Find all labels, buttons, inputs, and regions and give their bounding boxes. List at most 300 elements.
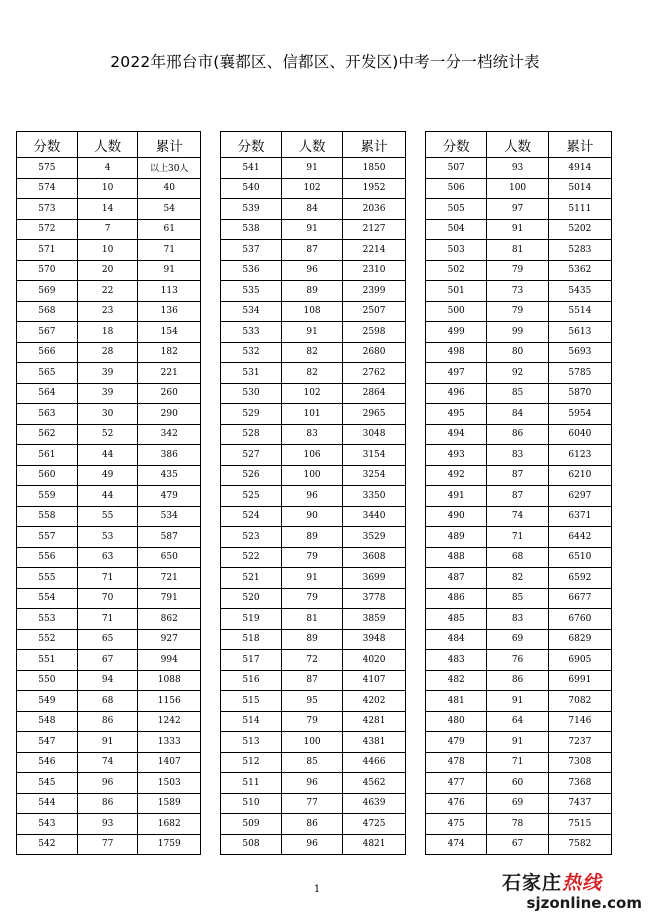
- cell-count: 91: [282, 322, 343, 343]
- cell-score: 557: [17, 527, 78, 548]
- cell-count: 90: [282, 506, 343, 527]
- cell-count: 99: [487, 322, 548, 343]
- cell-cumulative: 862: [138, 609, 201, 630]
- cell-count: 87: [282, 670, 343, 691]
- cell-cumulative: 6040: [548, 424, 611, 445]
- table-row: [426, 834, 612, 855]
- cell-count: 44: [77, 445, 138, 466]
- cell-count: 96: [282, 260, 343, 281]
- cell-cumulative: 4281: [343, 711, 406, 732]
- cell-cumulative: 5202: [548, 219, 611, 240]
- table-row: [221, 547, 406, 568]
- cell-cumulative: 3254: [343, 465, 406, 486]
- table-row: [426, 629, 612, 650]
- table-row: [221, 650, 406, 671]
- table-row: [17, 547, 201, 568]
- cell-count: 79: [487, 301, 548, 322]
- cell-cumulative: 2507: [343, 301, 406, 322]
- cell-count: 87: [282, 240, 343, 261]
- header-cumulative: 累计: [548, 132, 611, 158]
- cell-score: 556: [17, 547, 78, 568]
- cell-score: 574: [17, 178, 78, 199]
- cell-cumulative: 1088: [138, 670, 201, 691]
- table-row: [221, 383, 406, 404]
- cell-cumulative: 587: [138, 527, 201, 548]
- cell-count: 76: [487, 650, 548, 671]
- cell-count: 82: [282, 342, 343, 363]
- cell-count: 93: [487, 158, 548, 179]
- cell-cumulative: 7146: [548, 711, 611, 732]
- cell-cumulative: 1759: [138, 834, 201, 855]
- cell-cumulative: 6991: [548, 670, 611, 691]
- cell-score: 479: [426, 732, 487, 753]
- cell-count: 18: [77, 322, 138, 343]
- cell-count: 83: [487, 445, 548, 466]
- cell-score: 483: [426, 650, 487, 671]
- cell-count: 91: [282, 158, 343, 179]
- table-row: [221, 711, 406, 732]
- cell-count: 39: [77, 383, 138, 404]
- table-row: [426, 568, 612, 589]
- cell-score: 562: [17, 424, 78, 445]
- cell-cumulative: 3699: [343, 568, 406, 589]
- cell-score: 532: [221, 342, 282, 363]
- cell-count: 73: [487, 281, 548, 302]
- cell-count: 69: [487, 793, 548, 814]
- cell-score: 537: [221, 240, 282, 261]
- cell-score: 490: [426, 506, 487, 527]
- cell-cumulative: 71: [138, 240, 201, 261]
- cell-cumulative: 5785: [548, 363, 611, 384]
- cell-score: 560: [17, 465, 78, 486]
- cell-count: 65: [77, 629, 138, 650]
- cell-cumulative: 7237: [548, 732, 611, 753]
- table-row: [426, 199, 612, 220]
- table-row: [17, 445, 201, 466]
- cell-score: 518: [221, 629, 282, 650]
- cell-cumulative: 6829: [548, 629, 611, 650]
- cell-count: 20: [77, 260, 138, 281]
- cell-count: 39: [77, 363, 138, 384]
- table-row: [221, 240, 406, 261]
- cell-score: 507: [426, 158, 487, 179]
- cell-cumulative: 4562: [343, 773, 406, 794]
- table-row: [426, 486, 612, 507]
- header-cumulative: 累计: [138, 132, 201, 158]
- cell-score: 528: [221, 424, 282, 445]
- cell-cumulative: 以上30人: [138, 158, 201, 179]
- cell-score: 521: [221, 568, 282, 589]
- table-row: [17, 568, 201, 589]
- cell-count: 10: [77, 240, 138, 261]
- cell-score: 482: [426, 670, 487, 691]
- cell-cumulative: 182: [138, 342, 201, 363]
- cell-count: 96: [282, 834, 343, 855]
- score-table-2: [220, 131, 406, 855]
- table-row: [221, 568, 406, 589]
- cell-cumulative: 61: [138, 219, 201, 240]
- cell-score: 563: [17, 404, 78, 425]
- cell-score: 503: [426, 240, 487, 261]
- cell-count: 68: [77, 691, 138, 712]
- cell-score: 524: [221, 506, 282, 527]
- cell-count: 82: [487, 568, 548, 589]
- score-table-1: [16, 131, 201, 855]
- cell-cumulative: 3350: [343, 486, 406, 507]
- cell-count: 30: [77, 404, 138, 425]
- cell-cumulative: 3440: [343, 506, 406, 527]
- cell-score: 475: [426, 814, 487, 835]
- cell-cumulative: 91: [138, 260, 201, 281]
- cell-cumulative: 6123: [548, 445, 611, 466]
- cell-count: 83: [282, 424, 343, 445]
- cell-cumulative: 1589: [138, 793, 201, 814]
- cell-score: 566: [17, 342, 78, 363]
- cell-count: 67: [487, 834, 548, 855]
- table-row: [17, 178, 201, 199]
- cell-cumulative: 1850: [343, 158, 406, 179]
- cell-cumulative: 3608: [343, 547, 406, 568]
- cell-cumulative: 6677: [548, 588, 611, 609]
- table-row: [221, 793, 406, 814]
- header-count: 人数: [282, 132, 343, 158]
- cell-count: 100: [282, 465, 343, 486]
- cell-cumulative: 721: [138, 568, 201, 589]
- cell-count: 49: [77, 465, 138, 486]
- cell-score: 544: [17, 793, 78, 814]
- table-row: [17, 506, 201, 527]
- table-row: [17, 363, 201, 384]
- cell-cumulative: 5514: [548, 301, 611, 322]
- cell-score: 573: [17, 199, 78, 220]
- cell-count: 91: [77, 732, 138, 753]
- cell-count: 71: [77, 568, 138, 589]
- table-row: [426, 158, 612, 179]
- cell-count: 67: [77, 650, 138, 671]
- table-row: [221, 527, 406, 548]
- cell-score: 540: [221, 178, 282, 199]
- cell-cumulative: 5613: [548, 322, 611, 343]
- cell-score: 506: [426, 178, 487, 199]
- cell-score: 495: [426, 404, 487, 425]
- cell-score: 494: [426, 424, 487, 445]
- table-row: [221, 588, 406, 609]
- cell-cumulative: 479: [138, 486, 201, 507]
- cell-score: 505: [426, 199, 487, 220]
- table-row: [221, 609, 406, 630]
- cell-count: 91: [487, 691, 548, 712]
- cell-cumulative: 1952: [343, 178, 406, 199]
- cell-count: 72: [282, 650, 343, 671]
- cell-count: 79: [282, 588, 343, 609]
- cell-cumulative: 7082: [548, 691, 611, 712]
- cell-score: 575: [17, 158, 78, 179]
- cell-count: 86: [77, 711, 138, 732]
- cell-count: 108: [282, 301, 343, 322]
- cell-score: 533: [221, 322, 282, 343]
- cell-score: 564: [17, 383, 78, 404]
- table-row: [17, 322, 201, 343]
- table-row: [221, 670, 406, 691]
- cell-cumulative: 994: [138, 650, 201, 671]
- cell-score: 514: [221, 711, 282, 732]
- cell-cumulative: 290: [138, 404, 201, 425]
- cell-cumulative: 3859: [343, 609, 406, 630]
- table-row: [17, 260, 201, 281]
- cell-cumulative: 2399: [343, 281, 406, 302]
- cell-cumulative: 7515: [548, 814, 611, 835]
- cell-count: 23: [77, 301, 138, 322]
- table-row: [221, 773, 406, 794]
- table-row: [426, 547, 612, 568]
- cell-cumulative: 113: [138, 281, 201, 302]
- cell-count: 79: [282, 547, 343, 568]
- cell-cumulative: 221: [138, 363, 201, 384]
- table-row: [221, 465, 406, 486]
- cell-cumulative: 5283: [548, 240, 611, 261]
- cell-count: 55: [77, 506, 138, 527]
- cell-score: 554: [17, 588, 78, 609]
- cell-count: 86: [282, 814, 343, 835]
- cell-cumulative: 2598: [343, 322, 406, 343]
- cell-count: 10: [77, 178, 138, 199]
- table-row: [17, 609, 201, 630]
- cell-cumulative: 260: [138, 383, 201, 404]
- table-row: [221, 404, 406, 425]
- cell-score: 531: [221, 363, 282, 384]
- cell-score: 568: [17, 301, 78, 322]
- cell-score: 529: [221, 404, 282, 425]
- cell-score: 493: [426, 445, 487, 466]
- cell-score: 484: [426, 629, 487, 650]
- cell-score: 516: [221, 670, 282, 691]
- cell-score: 492: [426, 465, 487, 486]
- table-row: [426, 527, 612, 548]
- cell-score: 476: [426, 793, 487, 814]
- cell-cumulative: 1242: [138, 711, 201, 732]
- cell-score: 500: [426, 301, 487, 322]
- table-row: [221, 342, 406, 363]
- table-row: [426, 506, 612, 527]
- table-row: [426, 322, 612, 343]
- table-row: [426, 281, 612, 302]
- table-row: [17, 814, 201, 835]
- cell-score: 498: [426, 342, 487, 363]
- cell-cumulative: 6371: [548, 506, 611, 527]
- table-row: [17, 158, 201, 179]
- header-count: 人数: [487, 132, 548, 158]
- cell-count: 81: [282, 609, 343, 630]
- cell-score: 508: [221, 834, 282, 855]
- cell-count: 91: [487, 219, 548, 240]
- table-row: [426, 650, 612, 671]
- table-row: [221, 629, 406, 650]
- cell-cumulative: 6210: [548, 465, 611, 486]
- cell-cumulative: 1333: [138, 732, 201, 753]
- table-row: [426, 404, 612, 425]
- cell-count: 14: [77, 199, 138, 220]
- cell-count: 102: [282, 178, 343, 199]
- table-row: [426, 711, 612, 732]
- table-row: [426, 260, 612, 281]
- table-row: [221, 281, 406, 302]
- table-row: [17, 588, 201, 609]
- cell-count: 77: [77, 834, 138, 855]
- cell-count: 7: [77, 219, 138, 240]
- table-row: [426, 424, 612, 445]
- cell-count: 79: [282, 711, 343, 732]
- table-row: [17, 834, 201, 855]
- table-row: [221, 260, 406, 281]
- table-row: [426, 445, 612, 466]
- page-title: 2022年邢台市(襄都区、信都区、开发区)中考一分一档统计表: [110, 53, 540, 71]
- cell-cumulative: 386: [138, 445, 201, 466]
- table-row: [17, 383, 201, 404]
- cell-score: 513: [221, 732, 282, 753]
- cell-score: 539: [221, 199, 282, 220]
- cell-score: 510: [221, 793, 282, 814]
- table-row: [17, 240, 201, 261]
- cell-count: 87: [487, 465, 548, 486]
- cell-cumulative: 2214: [343, 240, 406, 261]
- table-row: [426, 588, 612, 609]
- page-number: 1: [313, 884, 321, 895]
- table-row: [17, 752, 201, 773]
- cell-cumulative: 4381: [343, 732, 406, 753]
- cell-cumulative: 6592: [548, 568, 611, 589]
- cell-cumulative: 5435: [548, 281, 611, 302]
- cell-cumulative: 6442: [548, 527, 611, 548]
- cell-score: 549: [17, 691, 78, 712]
- cell-cumulative: 2127: [343, 219, 406, 240]
- cell-cumulative: 1682: [138, 814, 201, 835]
- cell-cumulative: 435: [138, 465, 201, 486]
- cell-score: 561: [17, 445, 78, 466]
- table-row: [17, 465, 201, 486]
- cell-score: 525: [221, 486, 282, 507]
- cell-cumulative: 5014: [548, 178, 611, 199]
- cell-score: 497: [426, 363, 487, 384]
- cell-cumulative: 2310: [343, 260, 406, 281]
- cell-count: 52: [77, 424, 138, 445]
- cell-score: 501: [426, 281, 487, 302]
- table-row: [426, 465, 612, 486]
- cell-count: 4: [77, 158, 138, 179]
- cell-score: 499: [426, 322, 487, 343]
- table-row: [221, 322, 406, 343]
- cell-count: 101: [282, 404, 343, 425]
- cell-score: 545: [17, 773, 78, 794]
- table-row: [221, 486, 406, 507]
- cell-score: 477: [426, 773, 487, 794]
- cell-count: 28: [77, 342, 138, 363]
- table-row: [221, 834, 406, 855]
- cell-count: 60: [487, 773, 548, 794]
- table-row: [221, 752, 406, 773]
- table-row: [426, 670, 612, 691]
- cell-cumulative: 534: [138, 506, 201, 527]
- table-row: [221, 178, 406, 199]
- cell-cumulative: 4821: [343, 834, 406, 855]
- cell-count: 74: [487, 506, 548, 527]
- cell-score: 491: [426, 486, 487, 507]
- cell-score: 509: [221, 814, 282, 835]
- cell-score: 512: [221, 752, 282, 773]
- cell-cumulative: 4107: [343, 670, 406, 691]
- table-row: [221, 732, 406, 753]
- cell-count: 83: [487, 609, 548, 630]
- cell-count: 79: [487, 260, 548, 281]
- cell-score: 519: [221, 609, 282, 630]
- cell-cumulative: 2680: [343, 342, 406, 363]
- table-row: [221, 814, 406, 835]
- cell-cumulative: 3948: [343, 629, 406, 650]
- cell-cumulative: 5362: [548, 260, 611, 281]
- cell-cumulative: 5693: [548, 342, 611, 363]
- table-row: [426, 363, 612, 384]
- cell-score: 474: [426, 834, 487, 855]
- cell-cumulative: 3154: [343, 445, 406, 466]
- cell-count: 82: [282, 363, 343, 384]
- cell-score: 548: [17, 711, 78, 732]
- cell-cumulative: 7582: [548, 834, 611, 855]
- cell-score: 546: [17, 752, 78, 773]
- table-row: [221, 445, 406, 466]
- cell-score: 559: [17, 486, 78, 507]
- cell-score: 569: [17, 281, 78, 302]
- cell-cumulative: 6510: [548, 547, 611, 568]
- cell-cumulative: 791: [138, 588, 201, 609]
- cell-count: 74: [77, 752, 138, 773]
- table-row: [221, 158, 406, 179]
- cell-cumulative: 7437: [548, 793, 611, 814]
- cell-count: 69: [487, 629, 548, 650]
- table-row: [17, 670, 201, 691]
- header-cumulative: 累计: [343, 132, 406, 158]
- cell-count: 68: [487, 547, 548, 568]
- table-row: [426, 752, 612, 773]
- cell-score: 572: [17, 219, 78, 240]
- cell-cumulative: 4202: [343, 691, 406, 712]
- cell-score: 478: [426, 752, 487, 773]
- table-row: [17, 629, 201, 650]
- cell-cumulative: 650: [138, 547, 201, 568]
- cell-count: 80: [487, 342, 548, 363]
- table-row: [426, 342, 612, 363]
- header-score: 分数: [17, 132, 78, 158]
- cell-score: 550: [17, 670, 78, 691]
- cell-cumulative: 342: [138, 424, 201, 445]
- cell-count: 91: [282, 568, 343, 589]
- cell-count: 77: [282, 793, 343, 814]
- cell-count: 64: [487, 711, 548, 732]
- table-row: [17, 527, 201, 548]
- cell-count: 85: [487, 588, 548, 609]
- cell-cumulative: 1156: [138, 691, 201, 712]
- table-row: [17, 773, 201, 794]
- table-row: [17, 301, 201, 322]
- cell-cumulative: 4639: [343, 793, 406, 814]
- cell-cumulative: 6297: [548, 486, 611, 507]
- cell-score: 558: [17, 506, 78, 527]
- cell-score: 534: [221, 301, 282, 322]
- cell-count: 100: [487, 178, 548, 199]
- table-row: [17, 486, 201, 507]
- cell-count: 96: [282, 486, 343, 507]
- table-row: [17, 404, 201, 425]
- cell-cumulative: 3529: [343, 527, 406, 548]
- table-row: [426, 609, 612, 630]
